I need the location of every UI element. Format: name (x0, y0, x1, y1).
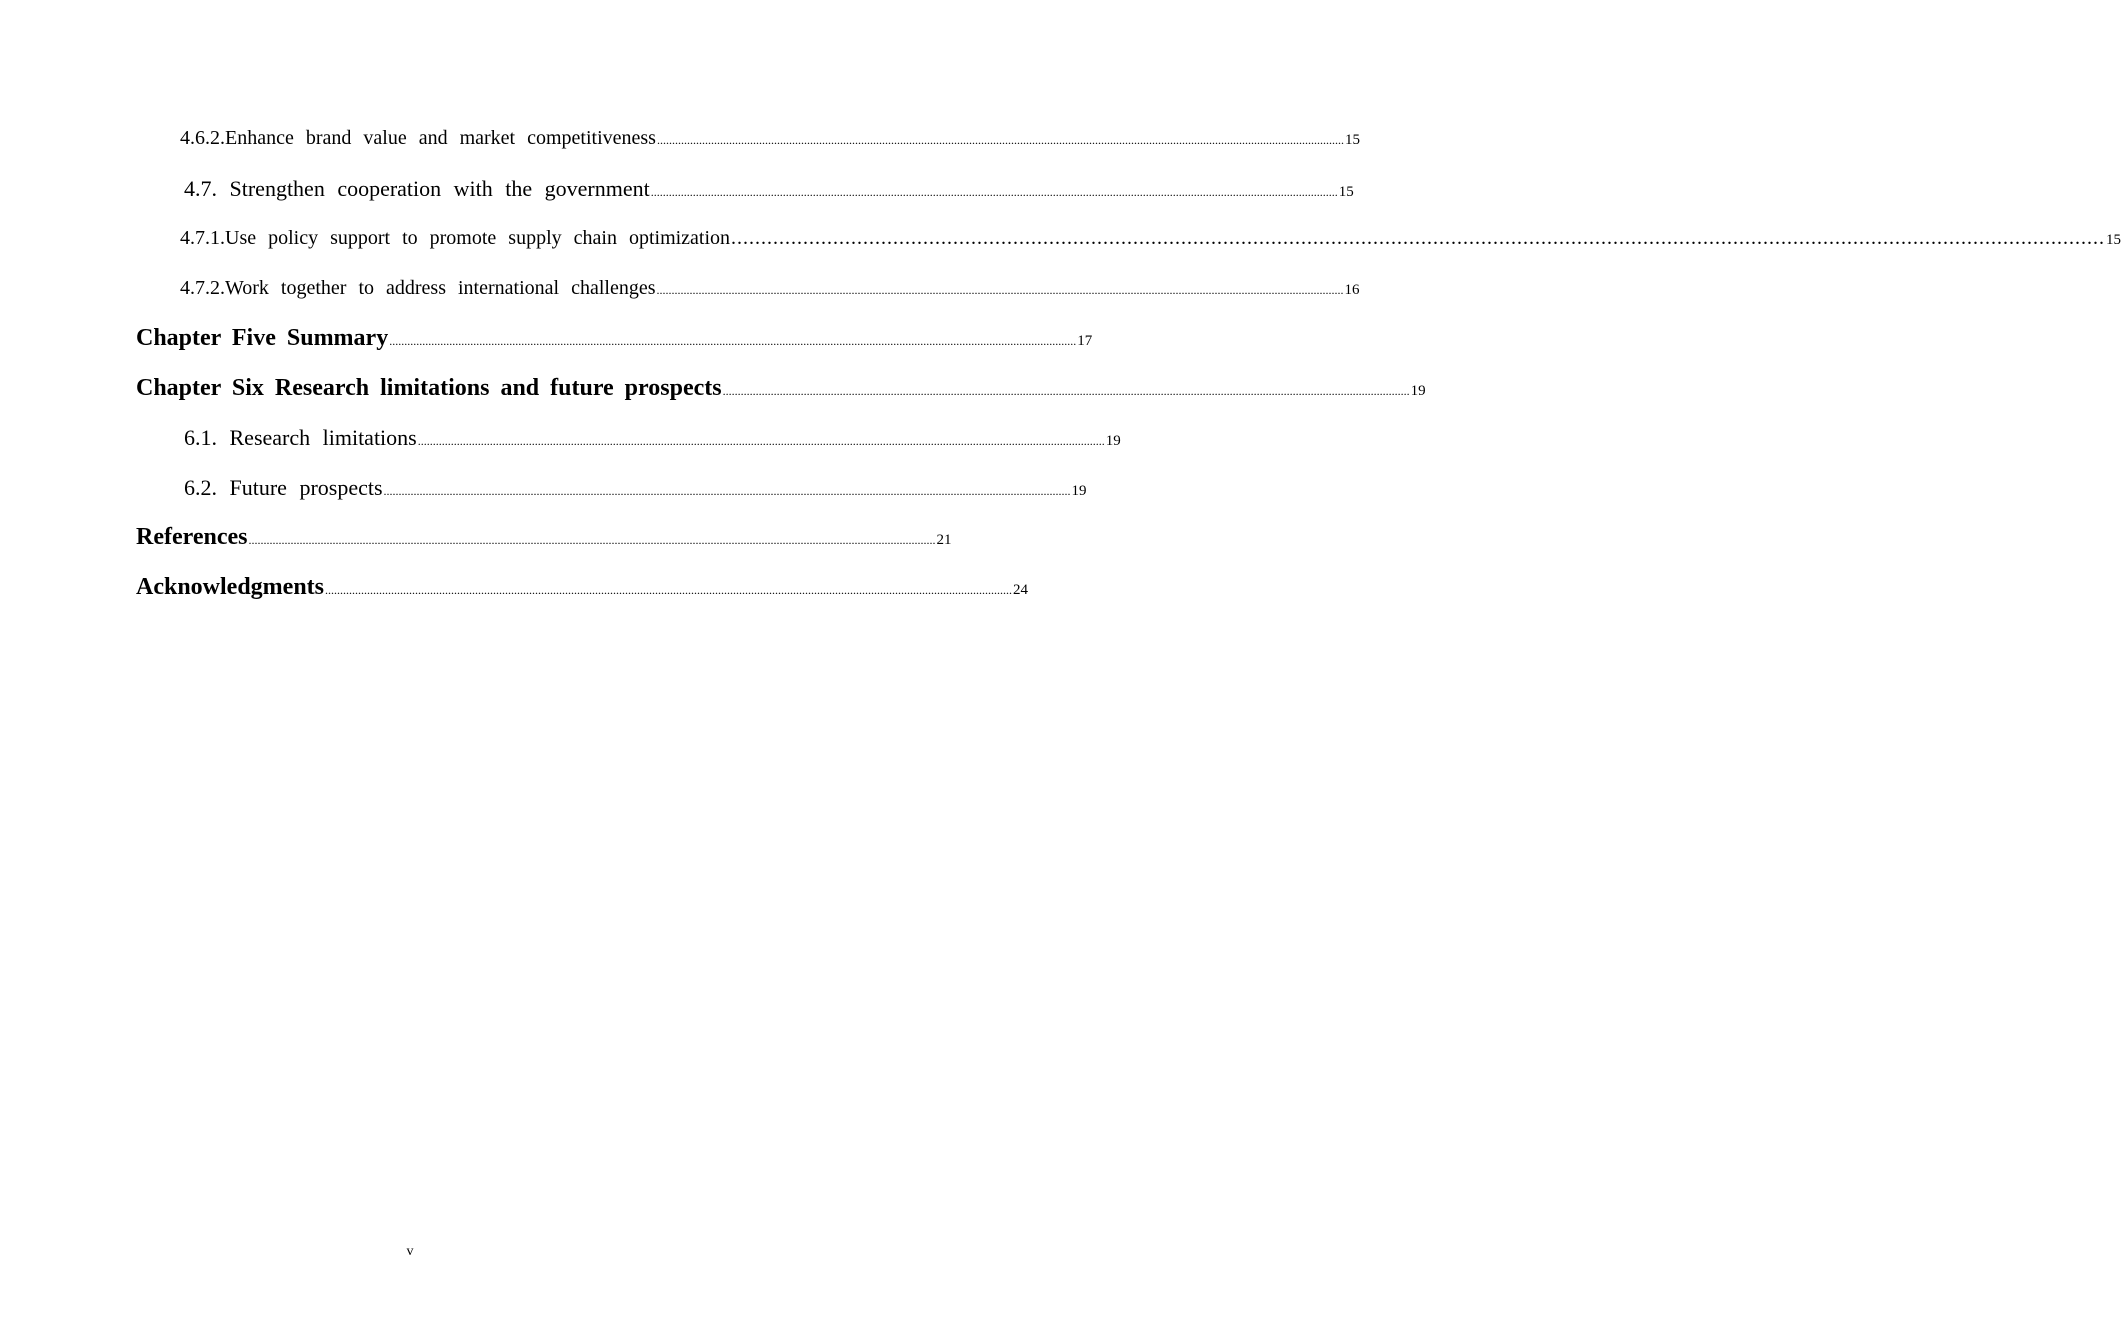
toc-entry-chapter-six[interactable] (136, 375, 1426, 402)
toc-entry-4-7-2[interactable] (180, 277, 1360, 300)
toc-dot-leader: ..................................................................................................................................................................................................................................... (383, 484, 1071, 498)
toc-dot-leader: ..................................................................................................................................................................................................................................... (722, 384, 1410, 398)
toc-entry-4-6-2[interactable] (180, 127, 1360, 150)
toc-entry-page: 15 (2106, 232, 2121, 248)
toc-entry-title: 4.7.1.Use policy support to promote supply chain optimization (180, 227, 731, 249)
toc-entry-references[interactable] (136, 524, 952, 551)
toc-entry-title: Acknowledgments (136, 574, 325, 600)
toc-entry-page: 24 (1013, 582, 1029, 598)
toc-entry-6-1[interactable] (184, 425, 1121, 451)
toc-entry-page: 15 (1344, 132, 1360, 148)
toc-entry-page: 21 (936, 532, 952, 548)
toc-entry-4-7[interactable] (184, 176, 1354, 202)
toc-entry-page: 15 (1338, 184, 1354, 200)
toc-entry-title: 4.7. Strengthen cooperation with the government (184, 176, 650, 201)
toc-entry-title: 6.2. Future prospects (184, 475, 383, 500)
toc-dot-leader: ..................................................................................................................................................................................................................................... (389, 334, 1077, 348)
page-number-footer: v (406, 1244, 414, 1259)
toc-entry-title: Chapter Six Research limitations and future prospects (136, 375, 722, 401)
toc-dot-leader: ..................................................................................................................................................................................................................................... (248, 533, 936, 547)
toc-dot-leader: ..................................................................................................................................................................................................................................... (656, 133, 1344, 147)
toc-entry-4-7-1[interactable] (180, 227, 2121, 250)
toc-entry-6-2[interactable] (184, 475, 1087, 501)
toc-entry-acknowledgments[interactable] (136, 574, 1029, 601)
toc-dot-leader: ..................................................................................................................................................................................................................................... (656, 283, 1344, 297)
toc-dot-leader: ..................................................................................................................................................................................................................................... (417, 434, 1105, 448)
toc-dot-leader: ..................................................................................................................................................................................................................................... (650, 185, 1338, 199)
toc-dot-leader: ..................................................................................................................................................................................................................................... (325, 583, 1013, 597)
toc-entry-page: 16 (1344, 282, 1360, 298)
toc-entry-title: 6.1. Research limitations (184, 425, 417, 450)
toc-entry-page: 19 (1071, 483, 1087, 499)
toc-entry-title: Chapter Five Summary (136, 325, 389, 351)
toc-entry-page: 17 (1077, 333, 1093, 349)
toc-entry-title: 4.7.2.Work together to address international challenges (180, 277, 656, 299)
toc-entry-chapter-five[interactable] (136, 325, 1093, 352)
toc-dot-leader: ..................................................................................................................................................................................................................................... (731, 227, 2106, 249)
toc-entry-title: 4.6.2.Enhance brand value and market competitiveness (180, 127, 656, 149)
toc-entry-page: 19 (1410, 383, 1426, 399)
toc-entry-page: 19 (1105, 433, 1121, 449)
toc-entry-title: References (136, 524, 248, 550)
